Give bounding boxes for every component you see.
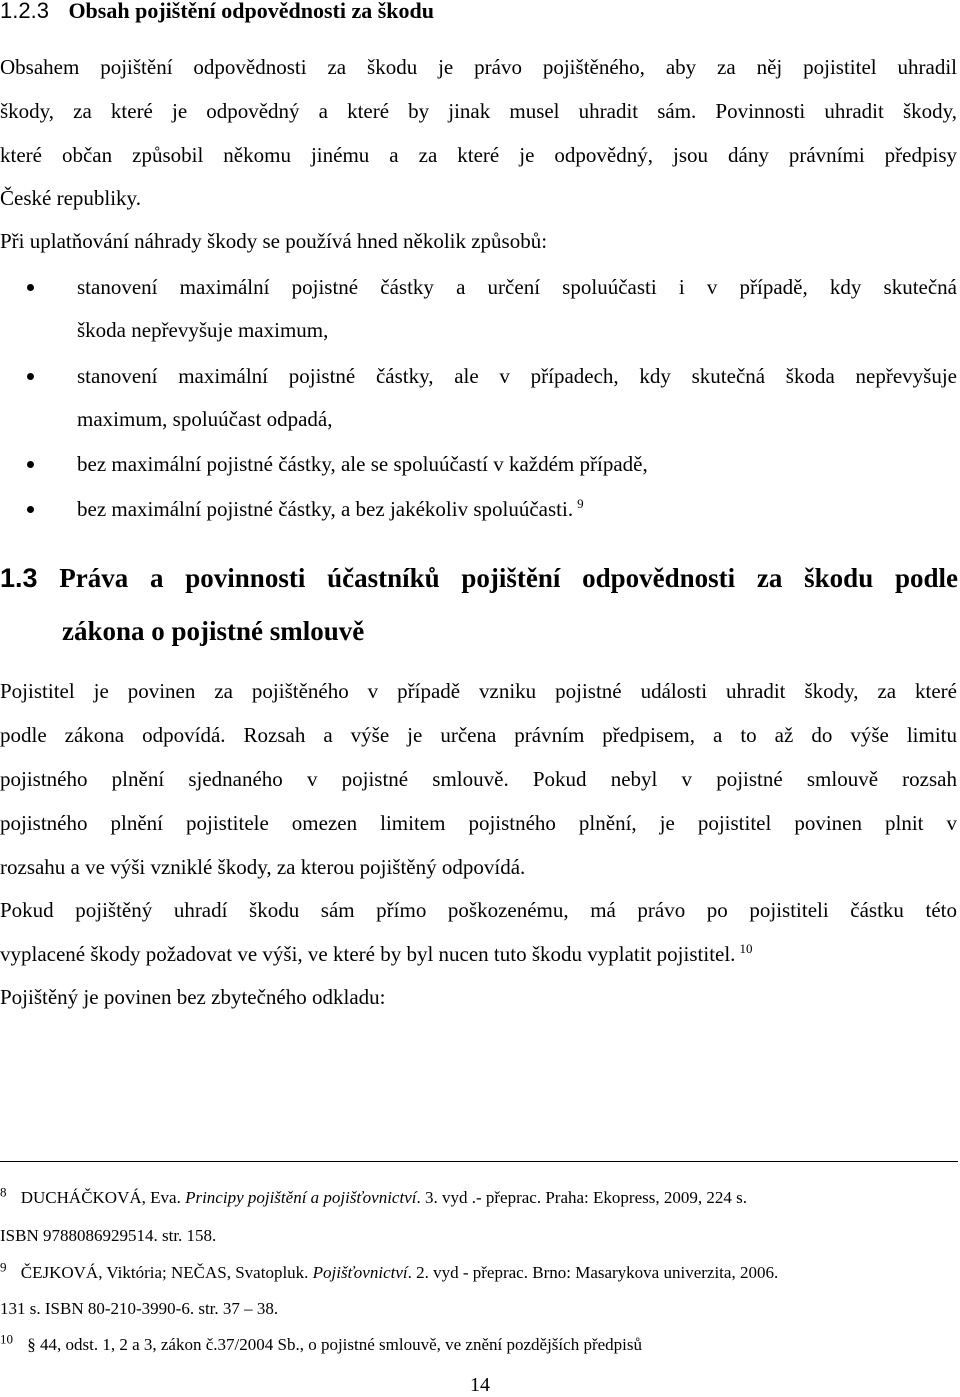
paragraph-text: vyplacené škody požadovat ve výši, ve které by byl nucen tuto škodu vyplatit pojistitel. [0,942,736,966]
paragraph-line: pojistného plnění sjednaného v pojistné smlouvě. Pokud nebyl v pojistné smlouvě rozsah [0,767,957,791]
paragraph-line: pojistného plnění pojistitele omezen limitem pojistného plnění, je pojistitel povinen plnit v [0,811,957,835]
section-title-line: Práva a povinnosti účastníků pojištění odpovědnosti za škodu podle [59,563,958,593]
section-title: Obsah pojištění odpovědnosti za škodu [68,0,434,23]
paragraph-line: Pojistitel je povinen za pojištěného v případě vzniku pojistné události uhradit škody, za které [0,679,957,703]
section-number: 1.2.3 [0,0,49,23]
footnote-author: ČEJKOVÁ, Viktória; NEČAS, Svatopluk. [20,1263,313,1282]
list-item-line [77,497,584,522]
section-title-line: zákona o pojistné smlouvě [62,616,365,646]
paragraph-line: Obsahem pojištění odpovědnosti za škodu je právo pojištěného, aby za něj pojistitel uhradil [0,55,957,79]
page-number: 14 [470,1374,490,1396]
list-intro: Při uplatňování náhrady škody se používá hned několik způsobů: [0,229,548,253]
footnote-line: 131 s. ISBN 80-210-3990-6. str. 37 – 38. [0,1299,279,1318]
section-heading-1-3 [0,563,958,594]
footnote-8 [0,1184,747,1208]
list-item-line: škoda nepřevyšuje maximum, [77,318,329,342]
footnote-9 [0,1259,779,1283]
paragraph-line: podle zákona odpovídá. Rozsah a výše je určena právním předpisem, a to až do výše limitu [0,723,957,747]
section-number: 1.3 [0,563,38,593]
footnote-details: . 3. vyd .- přeprac. Praha: Ekopress, 2009, 224 s. [416,1188,747,1207]
paragraph-line: Pokud pojištěný uhradí škodu sám přímo poškozenému, má právo po pojistiteli částku této [0,898,957,922]
list-item-line: maximum, spoluúčast odpadá, [77,407,333,431]
bullet-dot [27,373,34,380]
footnote-10 [0,1331,642,1355]
footnote-line: ISBN 9788086929514. str. 158. [0,1226,217,1245]
paragraph-line: rozsahu a ve výši vzniklé škody, za kterou pojištěný odpovídá. [0,855,526,879]
paragraph-line: škody, za které je odpovědný a které by jinak musel uhradit sám. Povinnosti uhradit škody, [0,99,957,123]
bullet-dot [27,506,34,513]
footnote-title: Principy pojištění a pojišťovnictví [185,1188,417,1207]
bullet-dot [27,284,34,291]
footnote-marker: 8 [0,1184,7,1200]
bullet-dot [27,461,34,468]
list-item-line: bez maximální pojistné částky, ale se spoluúčastí v každém případě, [77,452,648,476]
footnote-marker: 10 [0,1331,13,1347]
paragraph-line: které občan způsobil někomu jinému a za které je odpovědný, jsou dány právními předpisy [0,143,957,167]
paragraph-line: Pojištěný je povinen bez zbytečného odkladu: [0,985,386,1009]
list-item-line: stanovení maximální pojistné částky, ale v případech, kdy skutečná škoda nepřevyšuje [77,364,957,388]
paragraph-line: České republiky. [0,186,141,210]
paragraph-line [0,942,752,967]
footnote-ref[interactable]: 9 [577,496,584,511]
footnote-author: DUCHÁČKOVÁ, Eva. [20,1188,186,1207]
footnote-details: . 2. vyd - přeprac. Brno: Masarykova univerzita, 2006. [407,1263,779,1282]
list-item-text: bez maximální pojistné částky, a bez jakékoliv spoluúčasti. [77,497,574,521]
section-heading-1-2-3 [0,0,434,24]
footnote-ref[interactable]: 10 [739,941,753,956]
list-item-line: stanovení maximální pojistné částky a určení spoluúčasti i v případě, kdy skutečná [77,275,957,299]
footnote-divider [0,1161,958,1162]
footnote-marker: 9 [0,1259,7,1275]
footnote-title: Pojišťovnictví [312,1263,408,1282]
footnote-text: § 44, odst. 1, 2 a 3, zákon č.37/2004 Sb., o pojistné smlouvě, ve znění pozdějších předpisů [27,1335,642,1354]
